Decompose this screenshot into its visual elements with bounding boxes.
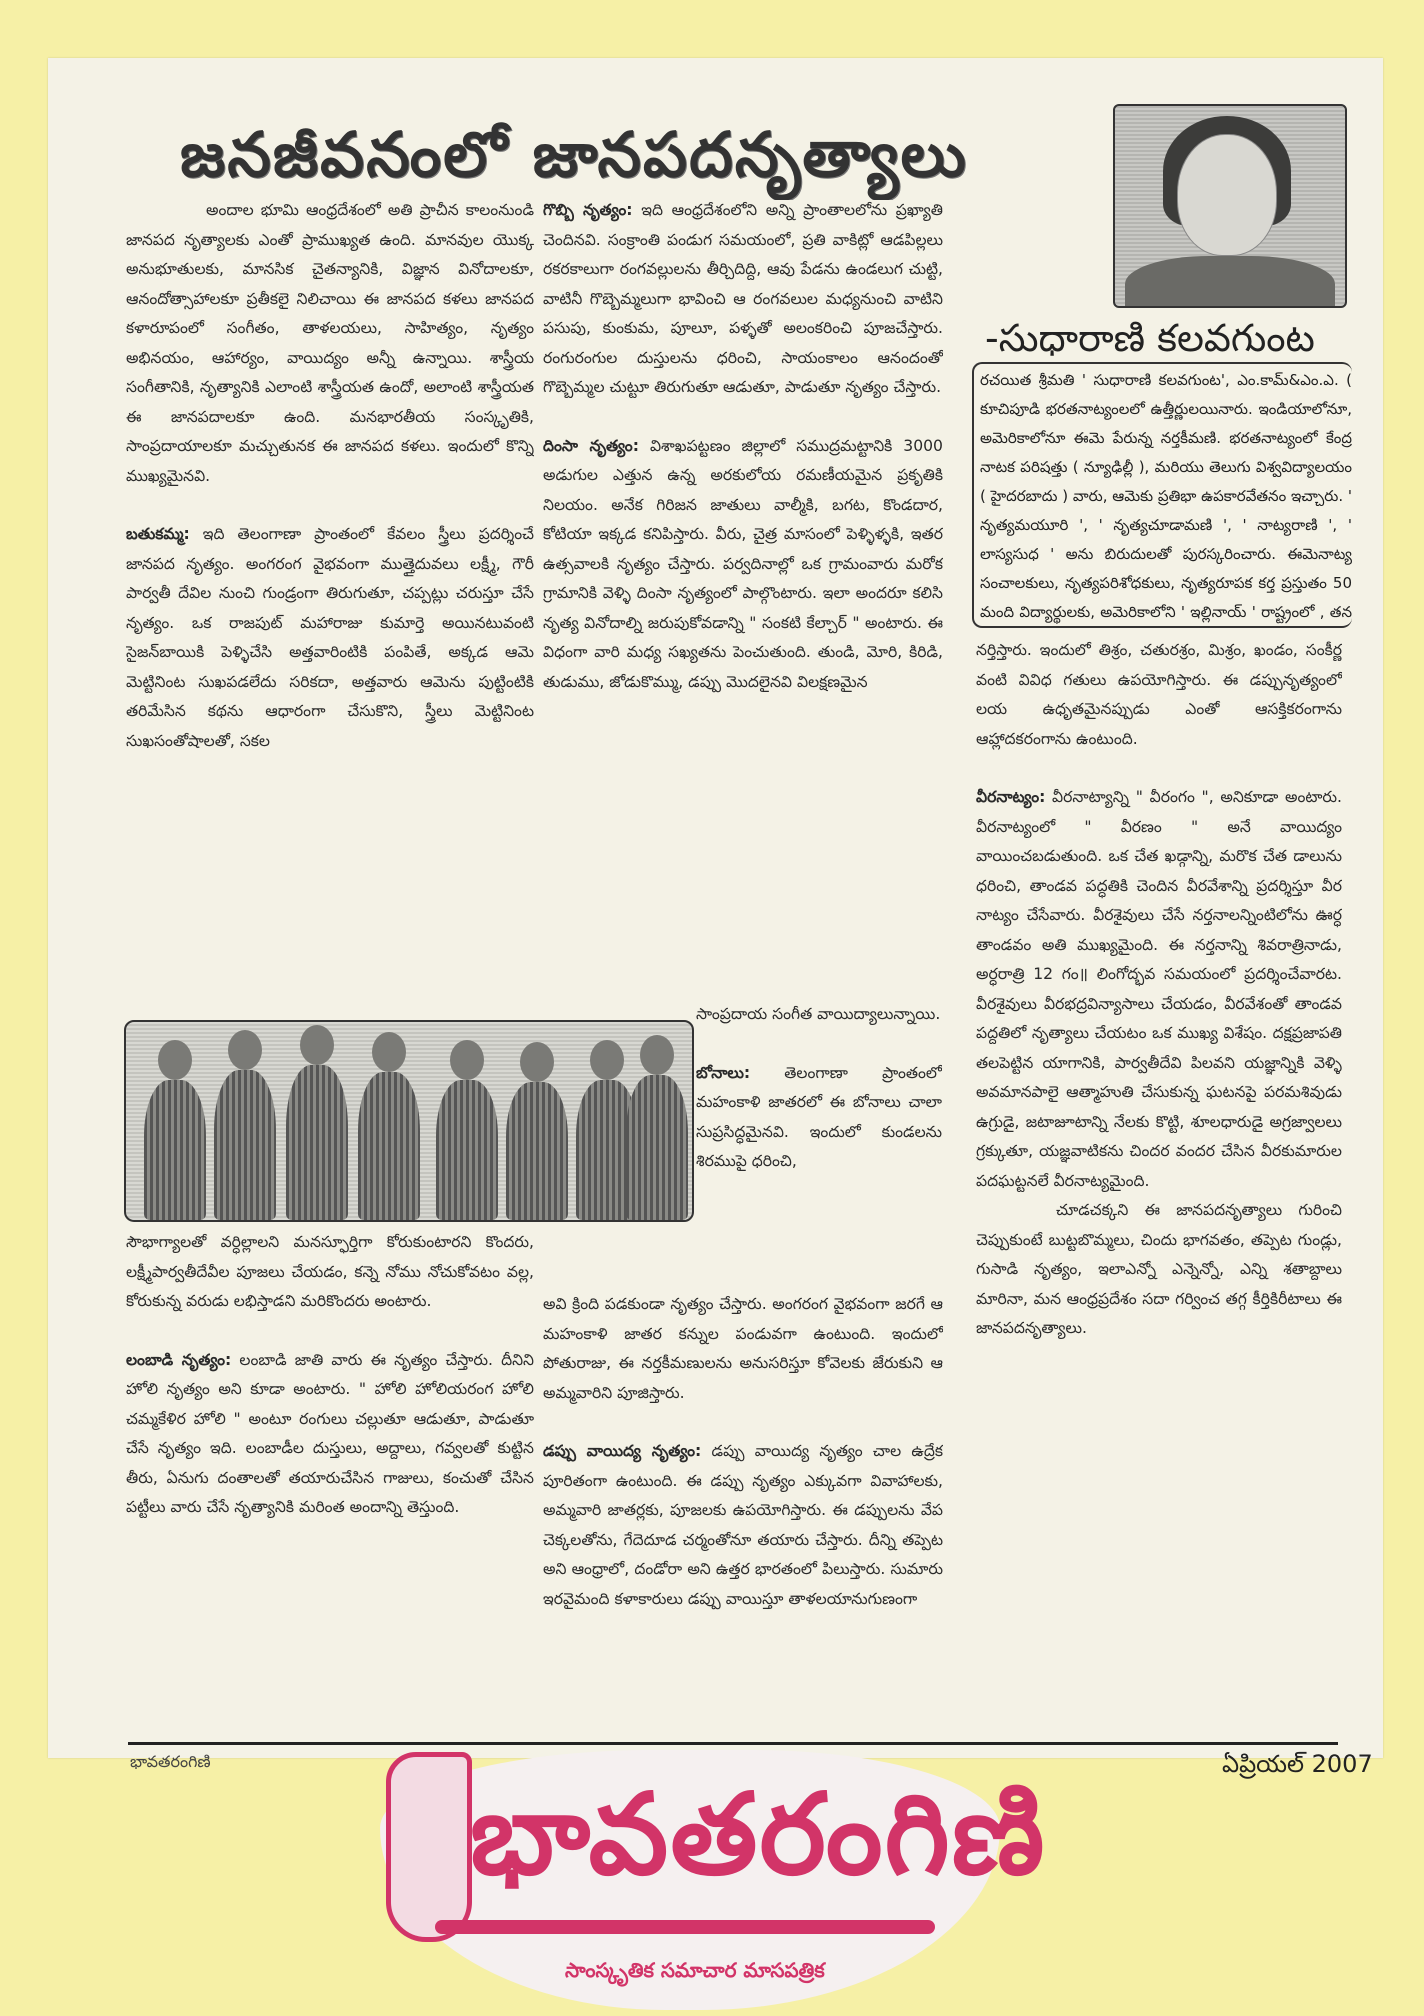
column-2-inset [696,1000,942,1290]
dancer-figure [626,1075,688,1220]
column-2-top [543,196,943,996]
dappu-text: డప్పు వాయిద్య నృత్యం చాల ఉద్రేక పూరితంగా ఉంటుంది. ఈ డప్పు నృత్యం ఎక్కువగా వివాహాలకు, అమ్మవారి జాతర్లకు, పూజలకు ఉపయోగిస్తారు. ఈ డప్పులను వేప చెక్కలతోను, గేదెదూడ చర్మంతోనూ తయారు చేస్తారు. దీన్ని తప్పెట అని ఆంధ్రాలో, దండోరా అని ఉత్తర భారతంలో పిలుస్తారు. సుమారు ఇరవైమంది కళాకారులు డప్పు వాయిస్తూ తాళలయానుగుణంగా [543,1442,943,1608]
dimsa-heading: దింసా నృత్యం: [543,436,639,455]
footer-date: ఏప్రియల్ 2007 [1222,1750,1373,1778]
bathukamma-continued: సౌభాగ్యాలతో వర్ధిల్లాలని మనస్ఫూర్తిగా కోరుకుంటారని కొందరు, లక్ష్మీపార్వతీదేవీల పూజలు చేయడం, కన్నె నోము నోచుకోవటం వల్ల, కోరుకున్న వరుడు లభిస్తాడని మరికొందరు అంటారు. [126,1233,534,1310]
dimsa-text: విశాఖపట్టణం జిల్లాలో సముద్రమట్టానికి 3000 అడుగుల ఎత్తున ఉన్న అరకులోయ రమణీయమైన ప్రకృతికి నిలయం. అనేక గిరిజన జాతులు వాల్మీకి, బగట, కొండదార, కోటియా ఇక్కడ కనిపిస్తారు. వీరు, చైత్ర మాసంలో పెళ్ళిళ్ళకి, ఇతర ఉత్సవాలకి నృత్యం చేస్తారు. పర్వదినాల్లో ఒక గ్రామంవారు మరోక గ్రామానికి వెళ్ళి దింసా నృత్యంలో పాల్గొంటారు. ఇలా అందరూ కలిసి నృత్య వినోదాల్ని జరుపుకోవడాన్ని " సంకటి కేల్చార్ " అంటారు. ఈ విధంగా వారి మధ్య సఖ్యతను పెంచుతుంది. తుండి, మోరి, కిరిడి, తుడుము, జోడుకొమ్ము, డప్పు మొదలైనవి విలక్షణమైన [543,436,943,691]
column-1-top [126,196,534,1016]
bathukamma-text: ఇది తెలంగాణా ప్రాంతంలో కేవలం స్త్రీలు ప్రదర్శించే జానపద నృత్యం. అంగరంగ వైభవంగా ముత్తైదువలు లక్ష్మీ, గౌరీ పార్వతీ దేవిల నుంచి గుండ్రంగా తిరుగుతూ, చప్పట్లు చరుస్తూ చేసే నృత్యం. ఒక రాజపుట్ మహారాజు కుమార్తె అయినటువంటి సైజన్‌బాయికి పెళ్ళిచేసి అత్తవారింటికి పంపితే, అక్కడ ఆమె మెట్టినింట సుఖపడలేదు సరికదా, అత్తవారు ఆమెను పుట్టింటికి తరిమేసిన కథను ఆధారంగా చేసుకొని, స్త్రీలు మెట్టినింట సుఖసంతోషాలతో, సకల [126,525,534,750]
article-title: జనజీవనంలో జానపదనృత్యాలు [180,118,969,191]
dappu-heading: డప్పు వాయిద్య నృత్యం: [543,1442,702,1460]
dancer-figure [144,1080,206,1220]
veera-section [976,783,1342,1196]
veera-heading: వీరనాట్యం: [976,788,1046,806]
logo-dancer-icon [386,1752,472,1942]
gobbi-text: ఇది ఆంధ్రదేశంలోని అన్ని ప్రాంతాలలోను ప్రఖ్యాతి చెందినవి. సంక్రాంతి పండుగ సమయంలో, ప్రతి వాకిట్లో ఆడపిల్లలు రకరకాలుగా రంగవల్లులను తీర్చిదిద్ది, ఆవు పేడను ఉండలుగ చుట్టి, వాటినీ గొబ్బెమ్మలుగా భావించి ఆ రంగవలుల మధ్యనుంచి వాటిని పసుపు, కుంకుమ, పూలూ, పళ్ళతో అలంకరించి పూజచేస్తారు. రంగురంగుల దుస్తులను ధరించి, సాయంకాలం ఆనందంతో గొబ్బెమ్మల చుట్టూ తిరుగుతూ ఆడుతూ, పాడుతూ నృత్యం చేస్తారు. [543,201,943,396]
footer-magazine-name: భావతరంగిణి [130,1752,211,1771]
bonalu-heading: బోనాలు: [696,1063,751,1082]
intro-paragraph: అందాల భూమి ఆంధ్రదేశంలో అతి ప్రాచీన కాలంనుండి జానపద నృత్యాలకు ఎంతో ప్రాముఖ్యత ఉంది. మానవుల యొక్క అనుభూతులకు, మానసిక చైతన్యానికి, విజ్ఞాన వినోదాలకూ, ఆనందోత్సాహాలకూ ప్రతీకలై నిలిచాయి ఈ జానపద కళలు జానపద కళారూపంలో సంగీతం, తాళలయలు, సాహిత్యం, నృత్యం అభినయం, ఆహార్యం, వాయిద్యం అన్నీ ఉన్నాయి. శాస్త్రీయ సంగీతానికి, నృత్యానికి ఎలాంటి శాస్త్రీయత ఉందో, అలాంటి శాస్త్రీయత ఈ జానపదాలకూ ఉంది. మనభారతీయ సంస్కృతికి, సాంప్రదాయాలకూ మచ్చుతునక ఈ జానపద కళలు. ఇందులో కొన్ని ముఖ్యమైనవి. [126,201,534,485]
dappu-section [543,1437,943,1614]
veera-text: వీరనాట్యాన్ని " వీరంగం ", అనికూడా అంటారు. వీరనాట్యంలో " వీరణం " అనే వాయిద్యం వాయించబడుతుంది. ఒక చేత ఖడ్గాన్ని, మరొక చేత డాలును ధరించి, తాండవ పద్ధతికి చెందిన వీరవేశాన్ని ప్రదర్శిస్తూ వీర నాట్యం చేసేవారు. వీరశైవులు చేసే నర్తనాలన్నింటిలోను ఊర్ధ తాండవం అతి ముఖ్యమైంది. ఈ నర్తనాన్ని శివరాత్రినాడు, అర్ధరాత్రి 12 గం॥ లింగోద్భవ సమయంలో ప్రదర్శించేవారట. వీరశైవులు వీరభద్రవిన్యాసాలు చేయడం, వీరవేశంతో తాండవ పద్దతిలో నృత్యాలు చేయటం ఒక ముఖ్య విశేషం. దక్షప్రజాపతి తలపెట్టిన యాగానికి, పార్వతీదేవి పిలవని యజ్ఞాన్నికి వెళ్ళి అవమానపాలై ఆత్మాహుతి చేసుకున్న ఘటనపై పరమశివుడు ఉగ్రుడై, జటాజూటాన్ని నేలకు కొట్టి, శూలధారుడై అగ్రజ్వాలలు గ్రక్కుతూ, యజ్ఞవాటికను చిందర వందర చేసిన వీరకుమారుల పదఘట్టనలే వీరనాట్యమైంది. [976,788,1342,1190]
lambadi-heading: లంబాడి నృత్యం: [126,1350,232,1369]
dimsa-continued: సాంప్రదాయ సంగీత వాయిద్యాలున్నాయి. [696,1005,941,1023]
dancer-figure [436,1080,498,1220]
column-2-bottom [543,1290,943,1730]
dimsa-section [543,432,943,698]
dappu-continued: నర్తిస్తారు. ఇందులో తిశ్రం, చతురశ్రం, మిశ్రం, ఖండం, సంకీర్ణ వంటి వివిధ గతులు ఉపయోగిస్తారు. ఈ డప్పునృత్యంలో లయ ఉధృతమైనప్పుడు ఎంతో ఆసక్తికరంగాను ఆహ్లాదకరంగాను ఉంటుంది. [976,641,1342,748]
bathukamma-section [126,520,534,756]
author-byline: -సుధారాణి కలవగుంట [985,316,1315,360]
logo-underline [435,1920,935,1934]
dance-photo [124,1020,694,1222]
bonalu-section [696,1059,942,1177]
column-3 [976,636,1342,1734]
gobbi-heading: గొబ్బి నృత్యం: [543,201,633,219]
author-photo [1113,104,1347,308]
dancer-figure [286,1065,348,1220]
logo-subtitle: సాంస్కృతిక సమాచార మాసపత్రిక [565,1958,825,1982]
author-saree [1125,256,1335,308]
dancer-figure [358,1072,420,1220]
dancer-figure [506,1082,568,1220]
bonalu-continued: అవి క్రింది పడకుండా నృత్యం చేస్తారు. అంగరంగ వైభవంగా జరగే ఆ మహంకాళి జాతర కన్నుల పండువగా ఉంటుంది. ఇందులో పోతురాజు, ఈ నర్తకీమణులను అనుసరిస్తూ కోవెలకు జేరుకుని ఆ అమ్మవారిని పూజిస్తారు. [543,1295,943,1402]
lambadi-text: లంబాడి జాతి వారు ఈ నృత్యం చేస్తారు. దీనిని హోలి నృత్యం అని కూడా అంటారు. " హోలి హోలియరంగ హోలి చమ్మకేళిర హోలి " అంటూ రంగులు చల్లుతూ ఆడుతూ, పాడుతూ చేసే నృత్యం ఇది. లంబాడీల దుస్తులు, అద్దాలు, గవ్వలతో కుట్టిన తీరు, ఏనుగు దంతాలతో తయారుచేసిన గాజులు, కంచుతో చేసిన పట్టీలు వారు చేసే నృత్యానికి మరింత అందాన్ని తెస్తుంది. [126,1350,534,1516]
author-face [1177,134,1277,256]
gobbi-section [543,196,943,403]
closing-paragraph: చూడచక్కని ఈ జానపదనృత్యాలు గురించి చెప్పుకుంటే బుట్టబొమ్మలు, చిందు భాగవతం, తప్పెట గుండ్లు, గుసాడి నృత్యం, ఇలాఎన్నో ఎన్నెన్నో, ఎన్ని శతాబ్దాలు మారినా, మన ఆంధ్రప్రదేశం సదా గర్వించ తగ్గ కీర్తికిరీటాలు ఈ జానపదనృత్యాలు. [976,1201,1342,1337]
logo-title: భావతరంగిణి [470,1770,1047,1900]
footer-rule [128,1742,1338,1745]
lambadi-section [126,1346,534,1523]
dancer-figure [214,1070,276,1220]
author-bio-box: రచయిత శ్రీమతి ' సుధారాణి కలవగుంట', ఎం.కామ్&ఎం.ఎ. ( కూచిపూడి భరతనాట్యంలలో ఉత్తీర్ణులయినారు. ఇండియాలోనూ, అమెరికాలోనూ ఈమె పేరున్న నర్తకీమణి. భరతనాట్యంలో కేంద్ర నాటక పరిషత్తు ( న్యూఢిల్లీ ), మరియు తెలుగు విశ్వవిద్యాలయం ( హైదరబాదు ) వారు, ఆమెకు ప్రతిభా ఉపకారవేతనం ఇచ్చారు. ' నృత్యమయూరి ', ' నృత్యచూడామణి ', ' నాట్యరాణి ', ' లాస్యసుధ ' అను బిరుదులతో పురస్కరించారు. ఈమెనాట్య సంచాలకులు, నృత్యపరిశోధకులు, నృత్యరూపక కర్త ప్రస్తుతం 50 మంది విద్యార్థులకు, అమెరికాలోని ' ఇల్లినాయ్ ' రాష్ట్రంలో , తన [972,362,1352,628]
bonalu-text: తెలంగాణా ప్రాంతంలో మహంకాళి జాతరలో ఈ బోనాలు చాలా సుప్రసిద్ధమైనవి. ఇందులో కుండలను శిరముపై ధరించి, [696,1063,942,1170]
bathukamma-heading: బతుకమ్మ: [126,525,190,543]
column-1-bottom [126,1228,534,1728]
